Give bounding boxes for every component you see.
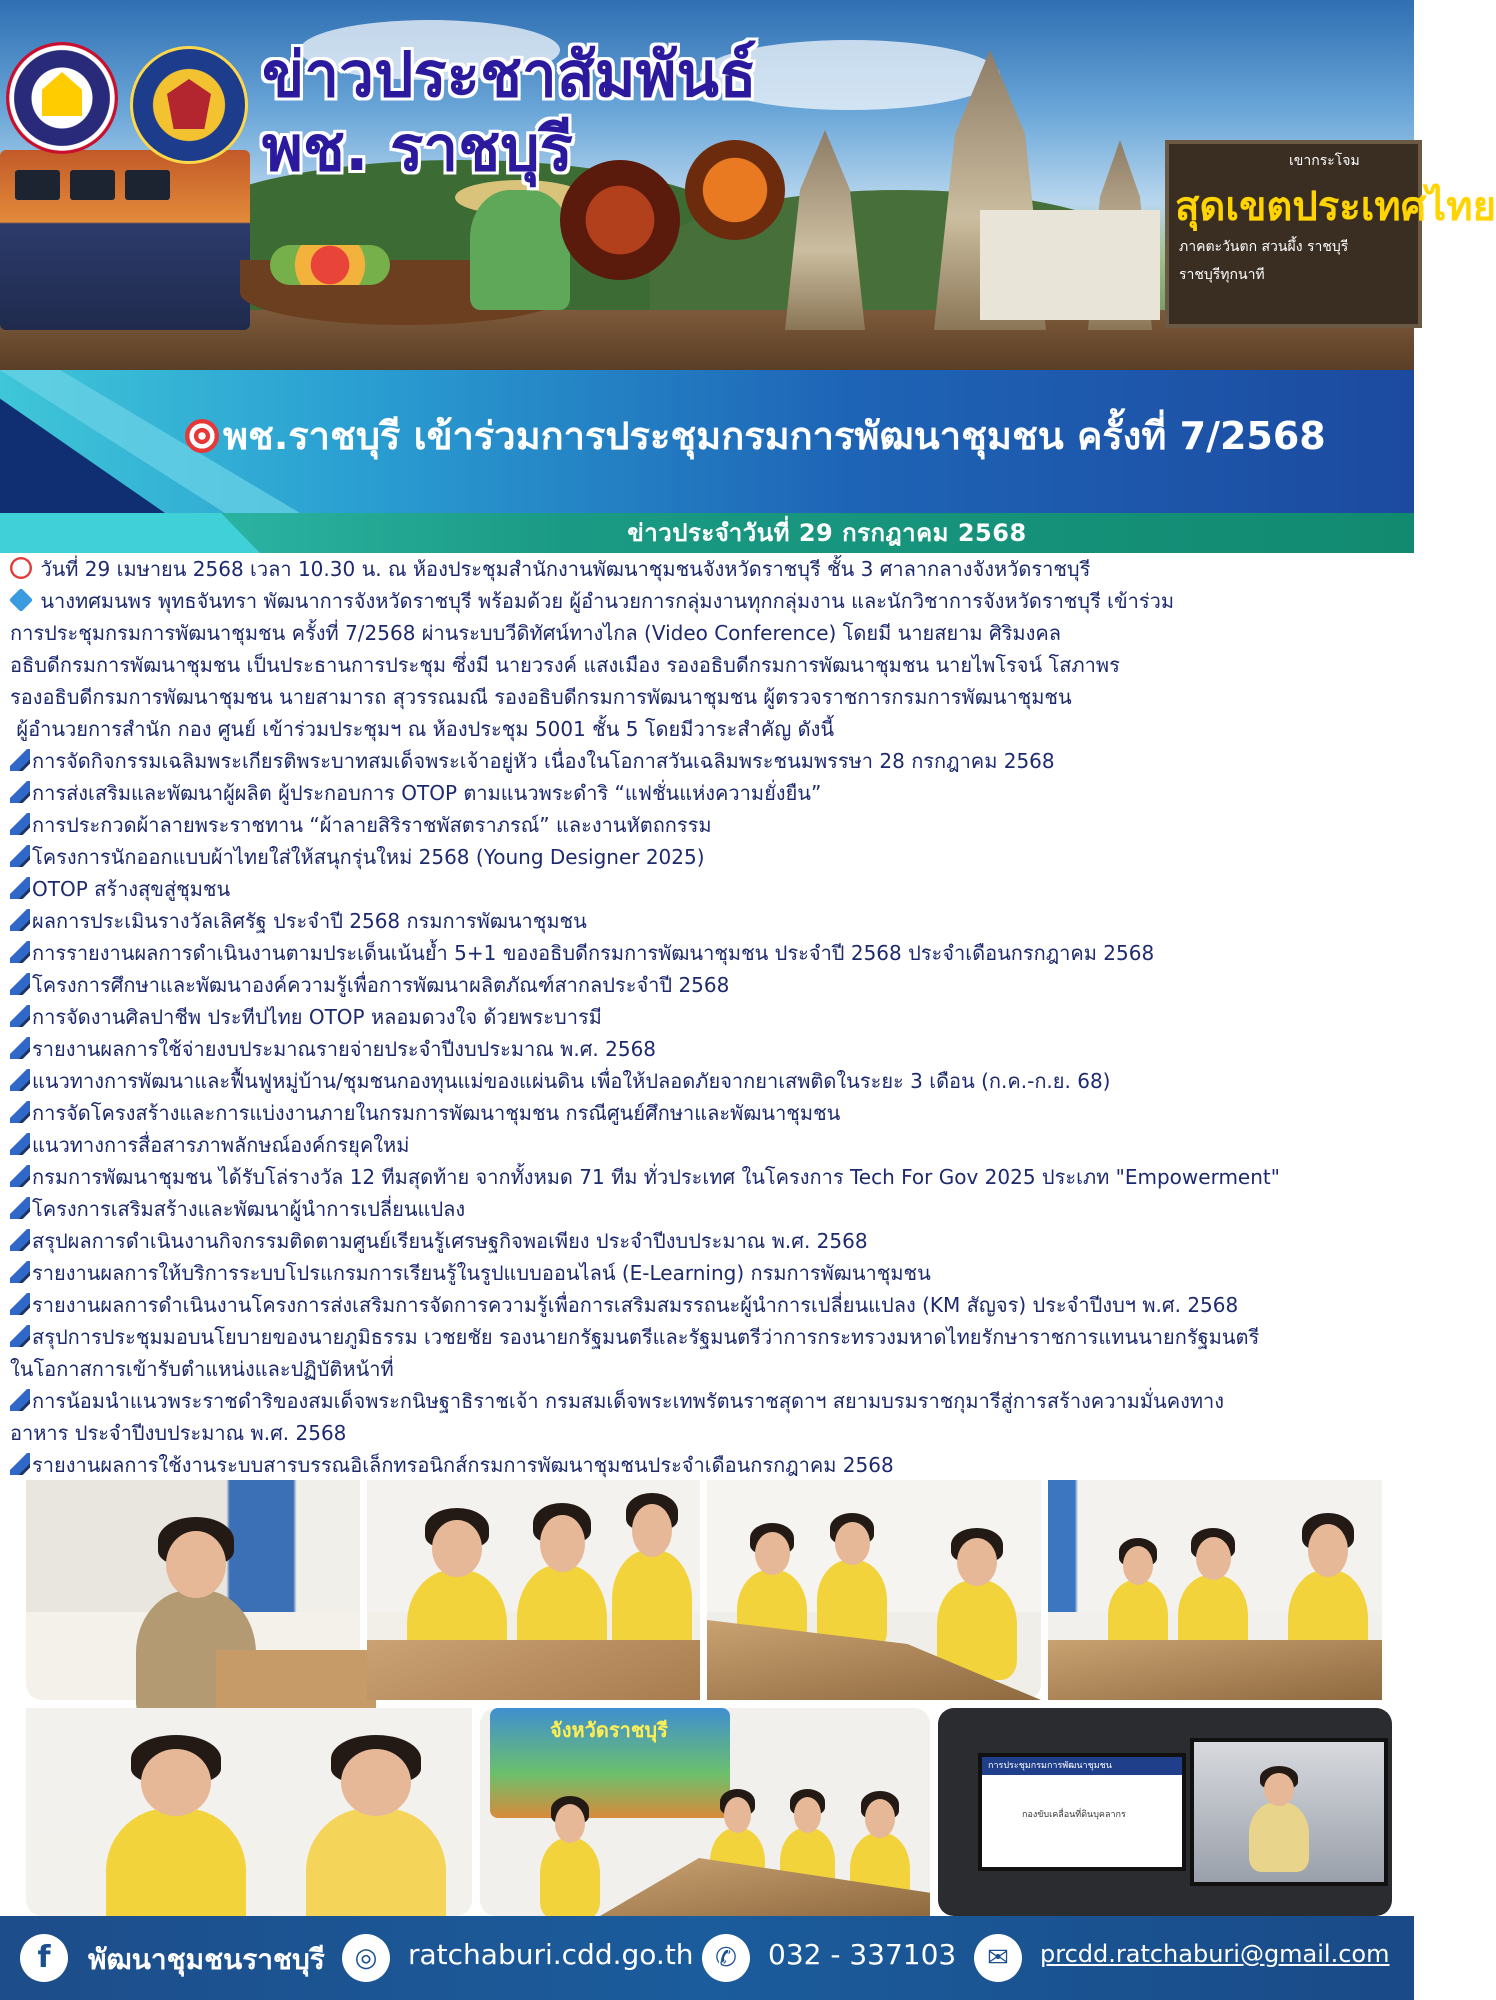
agenda-item <box>10 1449 1406 1481</box>
photo-staff-2 <box>707 1480 1041 1700</box>
screen-title: การประชุมกรมการพัฒนาชุมชน <box>982 1757 1182 1775</box>
globe-icon: ◎ <box>342 1934 390 1982</box>
train-window <box>125 170 170 200</box>
agenda-item <box>10 809 1406 841</box>
person-head <box>141 1749 211 1816</box>
agenda-item-text: รายงานผลการดำเนินงานโครงการส่งเสริมการจัดการความรู้เพื่อการเสริมสมรรถนะผู้นำการเปลี่ยนแปลง (KM สัญจร) ประจำปีงบฯ พ.ศ. 2568 <box>32 1293 1239 1317</box>
diamond-icon <box>9 588 33 612</box>
pencil-icon <box>10 941 30 963</box>
agenda-item-text: การจัดงานศิลปาชีพ ประทีปไทย OTOP หลอมดวงใจ ด้วยพระบารมี <box>32 1005 602 1029</box>
news-date: ข่าวประจำวันที่ 29 กรกฎาคม 2568 <box>627 519 1027 547</box>
cdd-logo <box>6 42 118 154</box>
pencil-icon <box>10 813 30 835</box>
date-band <box>0 513 1414 553</box>
intro-line: การประชุมกรมการพัฒนาชุมชน ครั้งที่ 7/2568 ผ่านระบบวีดิทัศน์ทางไกล (Video Conference) โดยมี นายสยาม ศิริมงคล <box>10 621 1061 645</box>
agenda-item <box>10 873 1406 905</box>
meeting-time-text: วันที่ 29 เมษายน 2568 เวลา 10.30 น. ณ ห้องประชุมสำนักงานพัฒนาชุมชนจังหวัดราชบุรี ชั้น 3 ศาลากลางจังหวัดราชบุรี <box>40 557 1091 581</box>
photo-director <box>26 1480 360 1700</box>
agenda-item <box>10 1129 1406 1161</box>
person-head <box>865 1799 895 1837</box>
meeting-table <box>367 1640 700 1700</box>
agenda-item-text: รายงานผลการใช้จ่ายงบประมาณรายจ่ายประจำปีงบประมาณ พ.ศ. 2568 <box>32 1037 657 1061</box>
person-head <box>1264 1773 1294 1807</box>
pencil-icon <box>10 1037 30 1059</box>
email-link[interactable]: prcdd.ratchaburi@gmail.com <box>1040 1940 1390 1968</box>
ratchaburi-province-seal <box>130 46 248 164</box>
page-title-line2: พช. ราชบุรี <box>262 112 573 185</box>
agenda-item <box>10 1385 1406 1417</box>
photo-meeting-room <box>480 1708 930 1916</box>
pencil-icon <box>10 1453 30 1475</box>
pencil-icon <box>10 1101 30 1123</box>
person-head <box>755 1532 790 1575</box>
agenda-item <box>10 1353 1406 1385</box>
person-head <box>632 1504 672 1557</box>
cdd-logo-emblem <box>42 72 82 116</box>
pencil-icon <box>10 1165 30 1187</box>
agenda-item <box>10 1001 1406 1033</box>
agenda-item <box>10 1097 1406 1129</box>
sign-caption: เขากระโจม <box>1289 153 1360 169</box>
backdrop-title: จังหวัดราชบุรี <box>550 1718 668 1742</box>
person-figure <box>540 1838 600 1918</box>
shadow-puppet <box>685 140 785 240</box>
agenda-item <box>10 1257 1406 1289</box>
person-head <box>1123 1546 1153 1584</box>
agenda-item-text: แนวทางการพัฒนาและฟื้นฟูหมู่บ้าน/ชุมชนกองทุนแม่ของแผ่นดิน เพื่อให้ปลอดภัยจากยาเสพติดในระยะ 3 เดือน (ก.ค.-ก.ย. 68) <box>32 1069 1111 1093</box>
person-figure <box>1249 1802 1309 1872</box>
photo-staff-3 <box>1048 1480 1382 1700</box>
person-head <box>1308 1524 1348 1577</box>
meeting-table <box>1048 1640 1382 1700</box>
agenda-item-text: แนวทางการสื่อสารภาพลักษณ์องค์กรยุคใหม่ <box>32 1133 410 1157</box>
news-headline-text: พช.ราชบุรี เข้าร่วมการประชุมกรมการพัฒนาชุมชน ครั้งที่ 7/2568 <box>223 414 1326 458</box>
agenda-item <box>10 905 1406 937</box>
temple-building <box>980 210 1160 320</box>
agenda-item-text: การส่งเสริมและพัฒนาผู้ผลิต ผู้ประกอบการ OTOP ตามแนวพระดำริ “แฟชั่นแห่งความยั่งยืน” <box>32 781 822 805</box>
email-icon: ✉ <box>974 1934 1022 1982</box>
shadow-puppet <box>560 160 680 280</box>
agenda-item-text: โครงการเสริมสร้างและพัฒนาผู้นำการเปลี่ยนแปลง <box>32 1197 466 1221</box>
photo-staff-1 <box>367 1480 700 1700</box>
intro-line <box>10 585 1406 617</box>
agenda-item <box>10 969 1406 1001</box>
pencil-icon <box>10 749 30 771</box>
facebook-page-link[interactable]: พัฒนาชุมชนราชบุรี <box>88 1943 325 1976</box>
pencil-icon <box>10 877 30 899</box>
phone-number[interactable]: 032 - 337103 <box>768 1938 957 1971</box>
agenda-item <box>10 841 1406 873</box>
train-window <box>15 170 60 200</box>
person-head <box>555 1804 585 1842</box>
meeting-time-line <box>10 553 1406 585</box>
agenda-item-text: โครงการศึกษาและพัฒนาองค์ความรู้เพื่อการพัฒนาผลิตภัณฑ์สากลประจำปี 2568 <box>32 973 730 997</box>
agenda-item-text: รายงานผลการให้บริการระบบโปรแกรมการเรียนรู้ในรูปแบบออนไลน์ (E-Learning) กรมการพัฒนาชุมชน <box>32 1261 931 1285</box>
news-body <box>10 553 1406 1481</box>
province-seal-emblem <box>167 79 211 129</box>
person-head <box>957 1538 997 1586</box>
footer-bar <box>0 1916 1414 2000</box>
pencil-icon <box>10 1133 30 1155</box>
agenda-item <box>10 937 1406 969</box>
backdrop-banner <box>490 1708 730 1818</box>
agenda-item <box>10 1033 1406 1065</box>
agenda-item-text: อาหาร ประจำปีงบประมาณ พ.ศ. 2568 <box>10 1421 347 1445</box>
agenda-item <box>10 1289 1406 1321</box>
agenda-item-text: การน้อมนำแนวพระราชดำริของสมเด็จพระกนิษฐาธิราชเจ้า กรมสมเด็จพระเทพรัตนราชสุดาฯ สยามบรมราชกุมารีสู่การสร้างความมั่นคงทาง <box>32 1389 1225 1413</box>
agenda-item-text: โครงการนักออกแบบผ้าไทยใส่ให้สนุกรุ่นใหม่ 2568 (Young Designer 2025) <box>32 845 705 869</box>
train-image <box>0 150 250 330</box>
person-head <box>166 1531 226 1598</box>
pencil-icon <box>10 909 30 931</box>
border-signboard <box>1165 140 1496 328</box>
agenda-item <box>10 1161 1406 1193</box>
pencil-icon <box>10 1069 30 1091</box>
video-call-screen <box>1190 1738 1388 1886</box>
pencil-icon <box>10 1389 30 1411</box>
agenda-item-text: สรุปผลการดำเนินงานกิจกรรมติดตามศูนย์เรียนรู้เศรษฐกิจพอเพียง ประจำปีงบประมาณ พ.ศ. 2568 <box>32 1229 868 1253</box>
pencil-icon <box>10 1005 30 1027</box>
person-head <box>341 1749 411 1816</box>
website-link[interactable]: ratchaburi.cdd.go.th <box>408 1938 694 1971</box>
header-banner <box>0 0 1496 370</box>
sign-caption: ราชบุรีทุกนาที <box>1179 267 1265 283</box>
fruit-basket <box>270 245 390 285</box>
agenda-item-text: การจัดกิจกรรมเฉลิมพระเกียรติพระบาทสมเด็จพระเจ้าอยู่หัว เนื่องในโอกาสวันเฉลิมพระชนมพรรษา 28 กรกฎาคม 2568 <box>32 749 1055 773</box>
agenda-item <box>10 1065 1406 1097</box>
pencil-icon <box>10 1261 30 1283</box>
page-title-line1: ข่าวประชาสัมพันธ์ <box>262 38 757 111</box>
agenda-item-text: รายงานผลการใช้งานระบบสารบรรณอิเล็กทรอนิกส์กรมการพัฒนาชุมชนประจำเดือนกรกฎาคม 2568 <box>32 1453 894 1477</box>
pencil-icon <box>10 1325 30 1347</box>
phone-icon: ✆ <box>702 1934 750 1982</box>
agenda-item-text: การรายงานผลการดำเนินงานตามประเด็นเน้นย้ำ 5+1 ของอธิบดีกรมการพัฒนาชุมชน ประจำปี 2568 ประจำเดือนกรกฎาคม 2568 <box>32 941 1155 965</box>
agenda-item-text: กรมการพัฒนาชุมชน ได้รับโล่รางวัล 12 ทีมสุดท้าย จากทั้งหมด 71 ทีม ทั่วประเทศ ในโครงการ Tech For Gov 2025 ประเภท "Empowerment" <box>32 1165 1280 1189</box>
person-head <box>794 1797 822 1833</box>
train-window <box>70 170 115 200</box>
presentation-screen <box>978 1753 1186 1871</box>
agenda-item-text: การจัดโครงสร้างและการแบ่งงานภายในกรมการพัฒนาชุมชน กรณีศูนย์ศึกษาและพัฒนาชุมชน <box>32 1101 841 1125</box>
agenda-item <box>10 1417 1406 1449</box>
pencil-icon <box>10 781 30 803</box>
intro-line: ผู้อำนวยการสำนัก กอง ศูนย์ เข้าร่วมประชุมฯ ณ ห้องประชุม 5001 ชั้น 5 โดยมีวาระสำคัญ ดังนี้ <box>10 717 835 741</box>
person-head <box>432 1520 482 1578</box>
pencil-icon <box>10 1229 30 1251</box>
pencil-icon <box>10 1197 30 1219</box>
person-head <box>1196 1537 1231 1580</box>
agenda-item-text: สรุปการประชุมมอบนโยบายของนายภูมิธรรม เวชยชัย รองนายกรัฐมนตรีและรัฐมนตรีว่าการกระทรวงมหาดไทยรักษาราชการแทนนายกรัฐมนตรี <box>32 1325 1260 1349</box>
pencil-icon <box>10 1293 30 1315</box>
person-head <box>835 1522 870 1565</box>
vendor-image <box>470 190 570 310</box>
desk <box>216 1650 376 1710</box>
photo-closeup <box>26 1708 472 1916</box>
target-icon <box>185 419 219 453</box>
agenda-item <box>10 745 1406 777</box>
agenda-item <box>10 1225 1406 1257</box>
agenda-item <box>10 1321 1406 1353</box>
agenda-item-text: ในโอกาสการเข้ารับตำแหน่งและปฏิบัติหน้าที่ <box>10 1357 394 1381</box>
headline-band <box>0 370 1414 513</box>
pencil-icon <box>10 845 30 867</box>
person-head <box>540 1515 585 1573</box>
screen-subtitle: กองขับเคลื่อนที่ดินบุคลากร <box>1022 1810 1126 1820</box>
photo-video-conference <box>938 1708 1392 1916</box>
alarm-clock-icon <box>10 557 32 579</box>
agenda-item-text: การประกวดผ้าลายพระราชทาน “ผ้าลายสิริราชพัสตราภรณ์” และงานหัตถกรรม <box>32 813 712 837</box>
agenda-item <box>10 777 1406 809</box>
agenda-list <box>10 745 1406 1481</box>
pencil-icon <box>10 973 30 995</box>
intro-line: อธิบดีกรมการพัฒนาชุมชน เป็นประธานการประชุม ซึ่งมี นายวรงค์ แสงเมือง รองอธิบดีกรมการพัฒนาชุมชน นายไพโรจน์ โสภาพร <box>10 653 1120 677</box>
intro-text: นางทศมนพร พุทธจันทรา พัฒนาการจังหวัดราชบุรี พร้อมด้วย ผู้อำนวยการกลุ่มงานทุกกลุ่มงาน และนักวิชาการจังหวัดราชบุรี เข้าร่วม <box>40 589 1175 613</box>
sign-caption: ภาคตะวันตก สวนผึ้ง ราชบุรี <box>1179 239 1349 255</box>
facebook-icon: f <box>20 1934 68 1982</box>
news-headline <box>185 405 1326 466</box>
person-head <box>724 1797 752 1833</box>
agenda-item-text: ผลการประเมินรางวัลเลิศรัฐ ประจำปี 2568 กรมการพัฒนาชุมชน <box>32 909 587 933</box>
intro-line: รองอธิบดีกรมการพัฒนาชุมชน นายสามารถ สุวรรณมณี รองอธิบดีกรมการพัฒนาชุมชน ผู้ตรวจราชการกรมการพัฒนาชุมชน <box>10 685 1072 709</box>
agenda-item <box>10 1193 1406 1225</box>
agenda-item-text: OTOP สร้างสุขสู่ชุมชน <box>32 877 231 901</box>
sign-title: สุดเขตประเทศไทย <box>1175 185 1496 229</box>
